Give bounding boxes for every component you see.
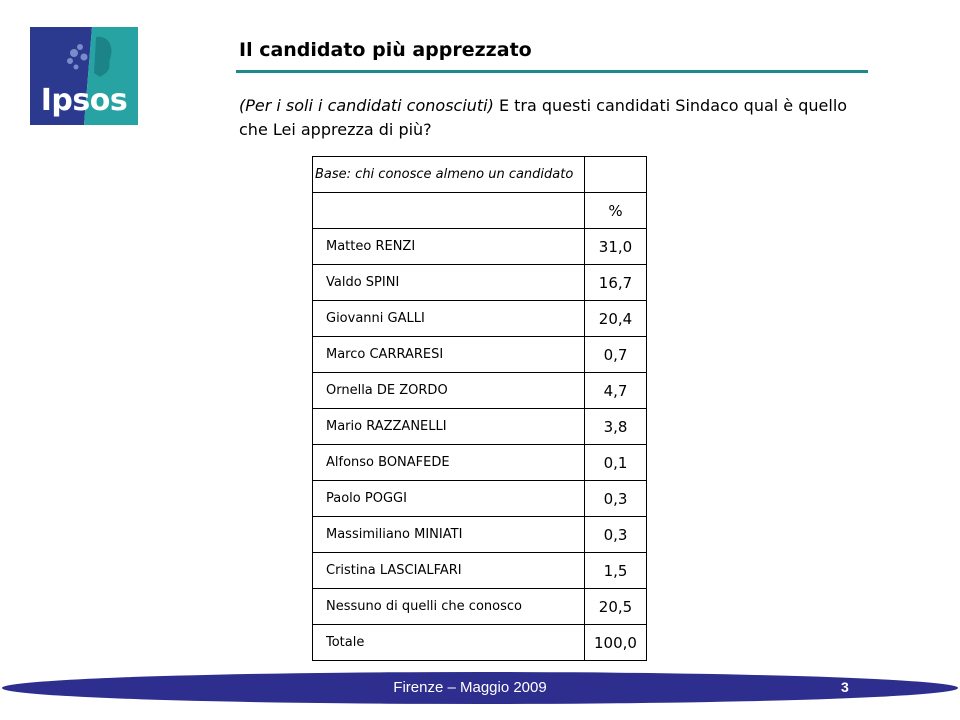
table-row [313,373,647,409]
table-row [313,517,647,553]
candidate-name: Matteo RENZI [313,229,585,265]
footer-text: Firenze – Maggio 2009 [393,679,547,696]
ipsos-logo [30,27,138,125]
table-row [313,625,647,661]
base-label: Base: chi conosce almeno un candidato [313,157,585,193]
logo-text: Ipsos [40,83,128,118]
page-number: 3 [841,679,849,695]
candidate-percent: 1,5 [585,553,647,589]
candidate-name: Paolo POGGI [313,481,585,517]
table-row [313,229,647,265]
candidate-name: Ornella DE ZORDO [313,373,585,409]
question-text: E tra questi candidati Sindaco qual è quello che Lei apprezza di più? [239,96,848,139]
candidate-percent: 0,1 [585,445,647,481]
table-row [313,265,647,301]
page-title: Il candidato più apprezzato [239,39,532,61]
candidate-percent: 0,3 [585,481,647,517]
table-row [313,301,647,337]
percent-header: % [585,193,647,229]
question-note: (Per i soli i candidati conosciuti) [239,96,494,115]
candidate-percent: 31,0 [585,229,647,265]
candidate-name: Massimiliano MINIATI [313,517,585,553]
candidate-name: Marco CARRARESI [313,337,585,373]
table-row [313,445,647,481]
candidate-name: Alfonso BONAFEDE [313,445,585,481]
candidate-percent: 3,8 [585,409,647,445]
survey-question [239,94,879,142]
candidate-percent: 100,0 [585,625,647,661]
candidate-percent: 16,7 [585,265,647,301]
candidate-name: Giovanni GALLI [313,301,585,337]
candidate-name: Nessuno di quelli che conosco [313,589,585,625]
results-table [312,156,647,661]
candidate-name: Mario RAZZANELLI [313,409,585,445]
table-row [313,481,647,517]
table-row [313,409,647,445]
candidate-percent: 0,3 [585,517,647,553]
candidate-percent: 0,7 [585,337,647,373]
title-divider [236,70,868,73]
candidate-name: Totale [313,625,585,661]
candidate-percent: 20,4 [585,301,647,337]
candidate-percent: 20,5 [585,589,647,625]
candidate-percent: 4,7 [585,373,647,409]
table-row [313,589,647,625]
table-row [313,553,647,589]
table-header-row [313,193,647,229]
candidate-name: Valdo SPINI [313,265,585,301]
table-base-row [313,157,647,193]
base-empty-cell [585,157,647,193]
table-row [313,337,647,373]
header-empty-cell [313,193,585,229]
candidate-name: Cristina LASCIALFARI [313,553,585,589]
